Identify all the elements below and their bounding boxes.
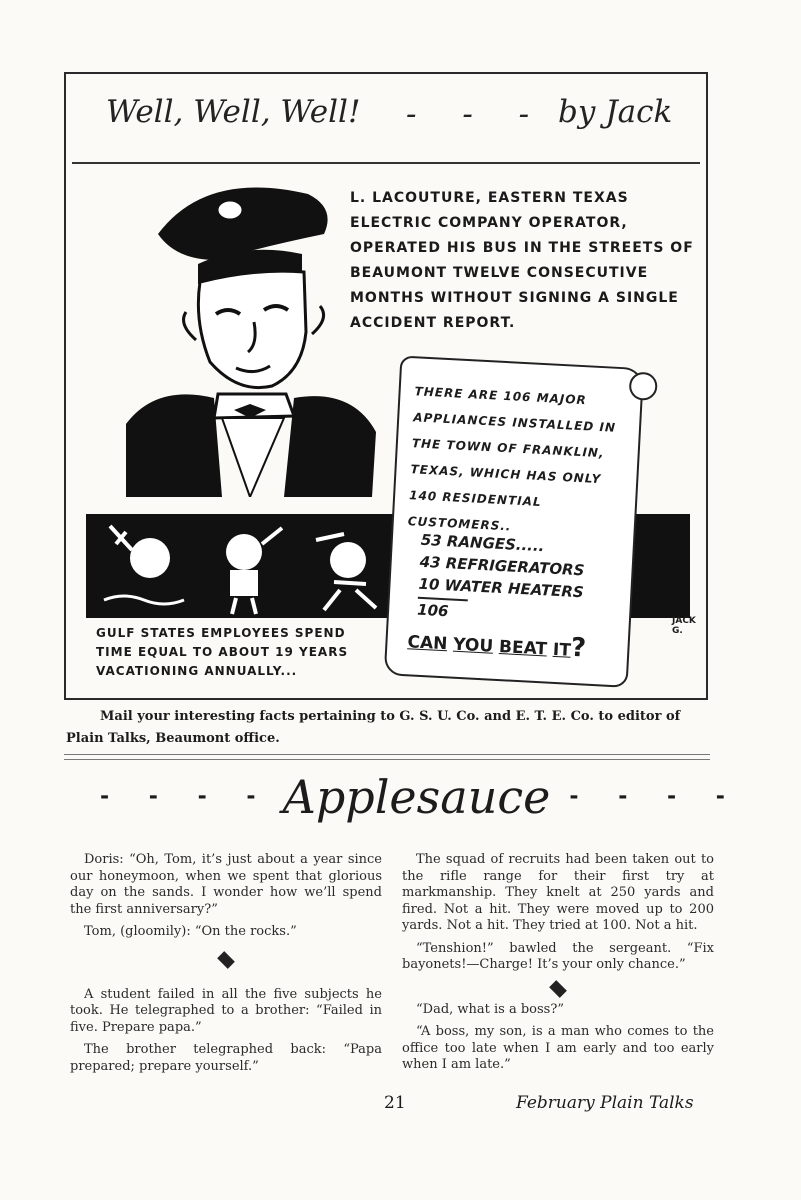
joke-paragraph: “Dad, what is a boss?”	[416, 1001, 564, 1017]
joke-paragraph: The squad of recruits had been taken out to the rifle range for their first try at markmanship. They knelt at 250 yards and fired. Not a hit. They were moved up to 200 yards. Not a hit. They tried at 100. Not a hit.	[402, 852, 714, 933]
appliance-item: 10 WATER HEATERS	[418, 574, 585, 602]
bus-operator-illustration	[126, 172, 381, 497]
artist-signature: JACK G.	[672, 616, 696, 636]
joke-paragraph: “Tenshion!” bawled the sergeant. “Fix bayonets!—Charge! It’s your only chance.”	[402, 940, 714, 972]
joke-paragraph: Doris: “Oh, Tom, it’s just about a year since our honeymoon, when we spent that glorious day on the sands. I wonder how we’ll spend the first anniversary?”	[70, 852, 382, 917]
title-divider	[72, 162, 700, 164]
cta-it: IT	[552, 639, 572, 661]
left-column	[70, 852, 382, 1081]
heading-dashes-right: - - - -	[569, 784, 741, 810]
franklin-scroll	[384, 355, 658, 686]
magazine-name: February Plain Talks	[516, 1093, 694, 1113]
joke-paragraph: A student failed in all the five subjects he took. He telegraphed to a brother: “Failed in five. Prepare papa.”	[70, 986, 382, 1035]
diamond-separator-icon	[549, 980, 567, 998]
joke-paragraph: Tom, (gloomily): “On the rocks.”	[84, 924, 297, 939]
appliance-list	[417, 529, 622, 631]
heading-dashes-left: - - - -	[100, 784, 272, 810]
cartoon-title: Well, Well, Well!	[106, 94, 361, 130]
cartoon-panel	[64, 72, 708, 700]
appliance-item: 53 RANGES.....	[420, 530, 545, 556]
gulf-states-caption: GULF STATES EMPLOYEES SPEND TIME EQUAL TO ABOUT 19 YEARS VACATIONING ANNUALLY...	[96, 626, 349, 678]
lacouture-caption: L. LACOUTURE, EASTERN TEXAS ELECTRIC COMPANY OPERATOR, OPERATED HIS BUS IN THE STREETS OF BEAUMONT TWELVE CONSECUTIVE MONTHS WITHOUT SIGNING A SINGLE ACCIDENT REPORT.	[350, 190, 694, 331]
joke-paragraph: The brother telegraphed back: “Papa prepared; prepare yourself.”	[70, 1042, 382, 1074]
cta-beat: BEAT	[498, 637, 548, 660]
joke-paragraph: “A boss, my son, is a man who comes to the office too late when I am early and too early when I am late.”	[402, 1024, 714, 1072]
diamond-separator-icon	[217, 951, 235, 969]
scroll-statement: THERE ARE 106 MAJOR APPLIANCES INSTALLED IN THE TOWN OF FRANKLIN, TEXAS, WHICH HAS ONLY 140 RESIDENTIAL CUSTOMERS..	[407, 384, 617, 534]
right-column	[402, 852, 714, 1080]
section-title: Applesauce	[282, 770, 551, 824]
cta-question-mark: ?	[570, 632, 587, 664]
cta-you: YOU	[452, 634, 494, 657]
cartoon-title-row	[106, 94, 676, 144]
appliance-item: 43 REFRIGERATORS	[419, 552, 585, 580]
title-dashes: - - -	[406, 96, 548, 132]
cta-can: CAN	[406, 632, 448, 655]
vacationing-kids-illustration	[86, 514, 416, 618]
section-divider	[64, 754, 710, 760]
cartoon-byline: by Jack	[558, 94, 673, 130]
applesauce-heading	[100, 770, 741, 840]
submission-caption: Mail your interesting facts pertaining to G. S. U. Co. and E. T. E. Co. to editor of Plain Talks, Beaumont office.	[66, 709, 681, 746]
page-number: 21	[384, 1093, 406, 1113]
appliance-total: 106	[416, 600, 449, 621]
